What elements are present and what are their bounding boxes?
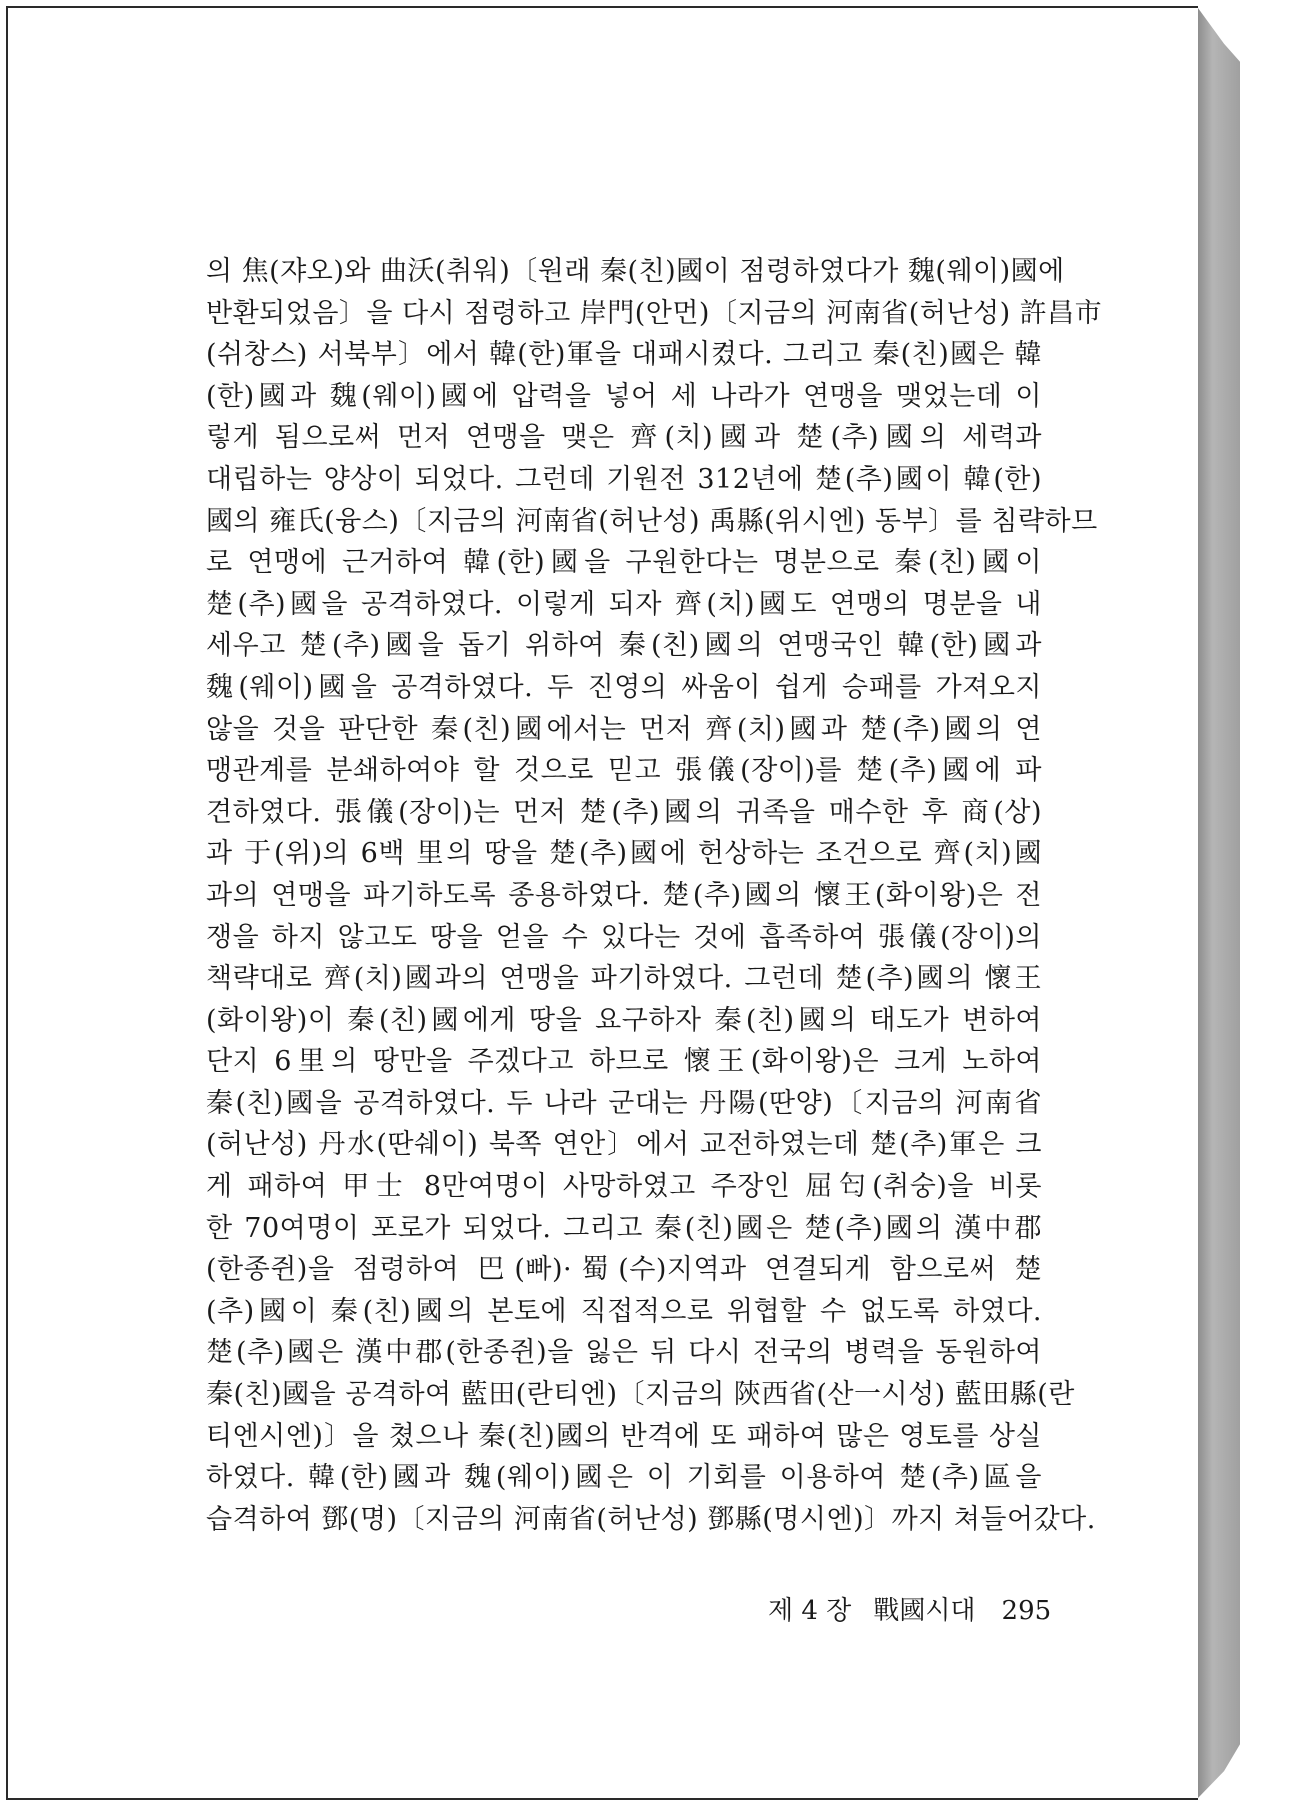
text-line: 楚(추)國을 공격하였다. 이렇게 되자 齊(치)國도 연맹의 명분을 내 (206, 588, 1042, 620)
page-footer (768, 1590, 1052, 1627)
text-line: 책략대로 齊(치)國과의 연맹을 파기하였다. 그런데 楚(추)國의 懷王 (206, 963, 1042, 995)
text-line: 않을 것을 판단한 秦(친)國에서는 먼저 齊(치)國과 楚(추)國의 연 (206, 713, 1042, 745)
text-line: 반환되었음〕을 다시 점령하고 岸門(안먼)〔지금의 河南省(허난성) 許昌市 (206, 297, 1103, 329)
text-line: 과의 연맹을 파기하도록 종용하였다. 楚(추)國의 懷王(화이왕)은 전 (206, 879, 1042, 911)
body-text (206, 251, 1103, 1540)
chapter-label: 제 4 장 (768, 1596, 852, 1626)
text-line: (쉬창스) 서북부〕에서 韓(한)軍을 대패시켰다. 그리고 秦(친)國은 韓 (206, 339, 1042, 371)
text-line: 秦(친)國을 공격하여 藍田(란티엔)〔지금의 陝西省(산一시성) 藍田縣(란 (206, 1379, 1075, 1411)
text-line: 로 연맹에 근거하여 韓(한)國을 구원한다는 명분으로 秦(친)國이 (206, 547, 1042, 579)
text-line: 楚(추)國은 漢中郡(한종쥔)을 잃은 뒤 다시 전국의 병력을 동원하여 (206, 1337, 1042, 1369)
text-line: 과 于(위)의 6백 里의 땅을 楚(추)國에 헌상하는 조건으로 齊(치)國 (206, 838, 1042, 870)
text-line: (화이왕)이 秦(친)國에게 땅을 요구하자 秦(친)國의 태도가 변하여 (206, 1004, 1042, 1036)
text-line: 한 70여명이 포로가 되었다. 그리고 秦(친)國은 楚(추)國의 漢中郡 (206, 1212, 1042, 1244)
text-line: 秦(친)國을 공격하였다. 두 나라 군대는 丹陽(딴양)〔지금의 河南省 (206, 1087, 1042, 1119)
page-stack-slab (1198, 8, 1240, 1798)
text-line: 견하였다. 張儀(장이)는 먼저 楚(추)國의 귀족을 매수한 후 商(상) (206, 796, 1042, 828)
book-page (6, 6, 1198, 1800)
text-line: 게 패하여 甲士 8만여명이 사망하였고 주장인 屈匄(취숭)을 비롯 (206, 1171, 1042, 1203)
text-line: 의 焦(쟈오)와 曲沃(취워)〔원래 秦(친)國이 점령하였다가 魏(웨이)國에 (206, 256, 1065, 287)
text-line: (한)國과 魏(웨이)國에 압력을 넣어 세 나라가 연맹을 맺었는데 이 (206, 380, 1042, 412)
text-line: 습격하여 鄧(명)〔지금의 河南省(허난성) 鄧縣(명시엔)〕까지 쳐들어갔다. (206, 1503, 1096, 1535)
text-line: 魏(웨이)國을 공격하였다. 두 진영의 싸움이 쉽게 승패를 가져오지 (206, 671, 1042, 703)
text-line: 렇게 됨으로써 먼저 연맹을 맺은 齊(치)國과 楚(추)國의 세력과 (206, 422, 1042, 454)
text-line: 세우고 楚(추)國을 돕기 위하여 秦(친)國의 연맹국인 韓(한)國과 (206, 630, 1042, 662)
text-line: (추)國이 秦(친)國의 본토에 직접적으로 위협할 수 없도록 하였다. (206, 1295, 1042, 1327)
text-line: (허난성) 丹水(딴쉐이) 북쪽 연안〕에서 교전하였는데 楚(추)軍은 크 (206, 1129, 1042, 1161)
section-title: 戰國시대 (873, 1596, 976, 1626)
text-line: 하였다. 韓(한)國과 魏(웨이)國은 이 기회를 이용하여 楚(추)區을 (206, 1462, 1042, 1494)
text-line: 티엔시엔)〕을 쳤으나 秦(친)國의 반격에 또 패하여 많은 영토를 상실 (206, 1420, 1042, 1452)
text-line: 대립하는 양상이 되었다. 그런데 기원전 312년에 楚(추)國이 韓(한) (206, 463, 1042, 495)
text-line: 쟁을 하지 않고도 땅을 얻을 수 있다는 것에 흡족하여 張儀(장이)의 (206, 921, 1042, 953)
text-line: (한종쥔)을 점령하여 巴(빠)·蜀(수)지역과 연결되게 함으로써 楚 (206, 1254, 1042, 1286)
page-stack-edge (1198, 0, 1294, 1806)
page-number: 295 (1001, 1596, 1052, 1626)
text-line: 國의 雍氏(융스)〔지금의 河南省(허난성) 禹縣(위시엔) 동부〕를 침략하므 (206, 505, 1098, 537)
text-line: 맹관계를 분쇄하여야 할 것으로 믿고 張儀(장이)를 楚(추)國에 파 (206, 755, 1042, 787)
text-line: 단지 6里의 땅만을 주겠다고 하므로 懷王(화이왕)은 크게 노하여 (206, 1046, 1042, 1078)
